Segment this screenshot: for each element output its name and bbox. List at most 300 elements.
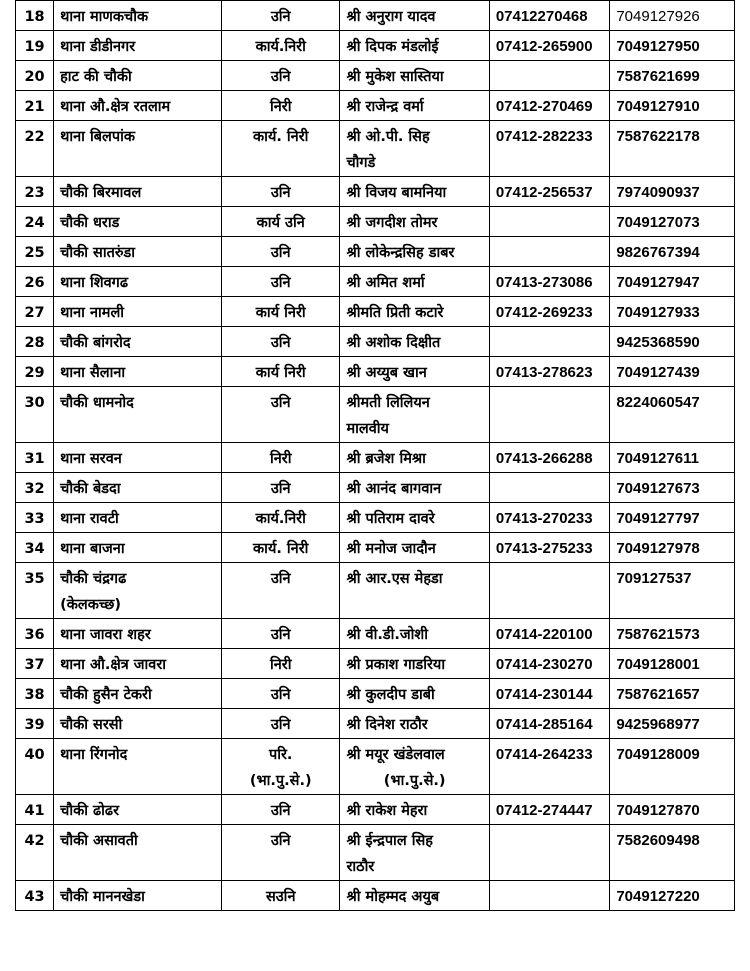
serial-number: 41 [24,803,45,819]
station-name: थाना डीडीनगर [60,39,136,55]
mobile-cell [610,357,735,387]
serial-number-cell [16,619,54,649]
station-cell [54,679,222,709]
serial-number: 28 [24,335,45,351]
landline-number: 07412-256537 [495,184,593,201]
station-cell [54,649,222,679]
landline-cell [489,503,610,533]
officer-name: श्री आर.एस मेहडा [346,571,443,587]
officer-name-cell [340,327,489,357]
officer-rank: उनि [270,717,291,733]
landline-number: 07412-269233 [495,304,593,321]
mobile-cell [610,503,735,533]
rank-cell [222,31,340,61]
officer-name-cell [340,825,489,881]
serial-number-cell [16,31,54,61]
station-cell [54,177,222,207]
station-name: चौकी सरसी [60,717,123,733]
station-name: थाना नामली [60,305,125,321]
station-cell [54,473,222,503]
landline-cell [489,177,610,207]
officer-rank: उनि [270,275,291,291]
mobile-cell [610,31,735,61]
landline-cell [489,237,610,267]
mobile-cell [610,121,735,177]
landline-cell [489,649,610,679]
rank-cell [222,443,340,473]
station-name: थाना सैलाना [60,365,126,381]
serial-number: 26 [24,275,45,291]
station-name-line2: (केलकच्छ) [60,597,121,613]
mobile-cell [610,825,735,881]
station-name: थाना बिलपांक [60,129,135,145]
landline-cell [489,563,610,619]
landline-cell [489,533,610,563]
station-cell [54,267,222,297]
officer-rank: निरी [269,657,292,673]
officer-rank: सउनि [265,889,296,905]
serial-number: 33 [24,511,45,527]
station-cell [54,1,222,31]
officer-name-cell [340,563,489,619]
officer-rank: उनि [270,245,291,261]
mobile-number: 7049127950 [616,38,700,55]
rank-cell [222,503,340,533]
officer-name-cell [340,267,489,297]
rank-cell [222,91,340,121]
serial-number-cell [16,237,54,267]
serial-number-cell [16,121,54,177]
officer-name-cell [340,679,489,709]
landline-cell [489,739,610,795]
mobile-number: 7974090937 [616,184,700,201]
table-row [16,387,735,443]
landline-cell [489,619,610,649]
officer-name-cell [340,207,489,237]
serial-number-cell [16,61,54,91]
officer-rank: कार्य.निरी [255,39,306,55]
landline-number: 07413-273086 [495,274,593,291]
officer-name-line2: (भा.पु.से.) [383,773,446,789]
serial-number: 20 [24,69,45,85]
landline-cell [489,267,610,297]
station-cell [54,207,222,237]
table-row [16,91,735,121]
officer-name-cell [340,795,489,825]
table-body [16,1,735,911]
mobile-cell [610,443,735,473]
table-row [16,619,735,649]
rank-cell [222,679,340,709]
rank-cell [222,563,340,619]
station-name: थाना रावटी [60,511,119,527]
serial-number-cell [16,443,54,473]
officer-name-cell [340,473,489,503]
table-row [16,709,735,739]
mobile-number: 7049127870 [616,802,700,819]
station-cell [54,297,222,327]
officer-rank: परि. [269,747,293,763]
rank-cell [222,177,340,207]
mobile-cell [610,679,735,709]
mobile-cell [610,533,735,563]
station-cell [54,327,222,357]
landline-cell [489,297,610,327]
officer-rank: उनि [270,185,291,201]
station-name: थाना माणकचौक [60,9,149,25]
table-row [16,357,735,387]
serial-number-cell [16,649,54,679]
station-name: चौकी बिरमावल [60,185,142,201]
mobile-cell [610,61,735,91]
officer-name: श्री वी.डी.जोशी [346,627,428,643]
station-name: चौकी धराड [60,215,120,231]
table-row [16,31,735,61]
table-row [16,1,735,31]
officer-rank: उनि [270,833,291,849]
serial-number: 32 [24,481,45,497]
serial-number: 27 [24,305,45,321]
officer-name: श्री ओ.पी. सिह [346,129,430,145]
table-row [16,533,735,563]
rank-cell [222,473,340,503]
landline-number: 07414-230270 [495,656,593,673]
table-row [16,563,735,619]
landline-cell [489,881,610,911]
rank-cell [222,61,340,91]
officer-name: श्री अय्युब खान [346,365,427,381]
serial-number-cell [16,473,54,503]
officer-name-cell [340,443,489,473]
officer-name: श्रीमती लिलियन [346,395,430,411]
table-row [16,61,735,91]
mobile-number: 7582609498 [616,832,700,849]
serial-number-cell [16,533,54,563]
serial-number-cell [16,387,54,443]
mobile-number: 7049128001 [616,656,700,673]
station-name: थाना बाजना [60,541,125,557]
mobile-cell [610,237,735,267]
rank-cell [222,121,340,177]
landline-cell [489,1,610,31]
landline-number: 07414-230144 [495,686,593,703]
landline-number: 07412-282233 [495,128,593,145]
officer-name-cell [340,177,489,207]
officer-name: श्री कुलदीप डाबी [346,687,435,703]
serial-number: 34 [24,541,45,557]
rank-cell [222,709,340,739]
rank-cell [222,881,340,911]
station-name: हाट की चौकी [60,69,132,85]
serial-number: 29 [24,365,45,381]
mobile-number: 8224060547 [616,394,700,411]
officer-name-cell [340,649,489,679]
mobile-cell [610,177,735,207]
table-row [16,237,735,267]
officer-rank: उनि [270,627,291,643]
officer-name-cell [340,237,489,267]
serial-number: 38 [24,687,45,703]
officer-rank: उनि [270,803,291,819]
mobile-number: 7587621699 [616,68,700,85]
station-name: थाना सरवन [60,451,122,467]
serial-number: 36 [24,627,45,643]
mobile-number: 7049127611 [616,450,699,467]
landline-cell [489,357,610,387]
mobile-number: 7049127220 [616,888,700,905]
mobile-number: 9425368590 [616,334,700,351]
officer-rank-line2: (भा.पु.से.) [249,773,312,789]
officer-name-cell [340,387,489,443]
officer-name: श्री विजय बामनिया [346,185,447,201]
officer-rank: कार्य.निरी [255,511,306,527]
mobile-number: 7049127926 [616,8,700,25]
mobile-number: 7049127978 [616,540,700,557]
mobile-cell [610,91,735,121]
serial-number-cell [16,825,54,881]
serial-number: 30 [24,395,45,411]
rank-cell [222,795,340,825]
station-name: चौकी बांगरोद [60,335,131,351]
serial-number-cell [16,207,54,237]
table-row [16,503,735,533]
serial-number: 40 [24,747,45,763]
serial-number: 19 [24,39,45,55]
landline-cell [489,825,610,881]
mobile-cell [610,709,735,739]
officer-name: श्री अनुराग यादव [346,9,436,25]
mobile-number: 7049127933 [616,304,700,321]
officer-name-line2: राठौर [346,859,375,875]
officer-rank: कार्य निरी [255,305,306,321]
landline-number: 07413-275233 [495,540,593,557]
officer-name-cell [340,881,489,911]
rank-cell [222,825,340,881]
serial-number: 35 [24,571,45,587]
landline-cell [489,121,610,177]
serial-number-cell [16,739,54,795]
table-row [16,795,735,825]
station-name: चौकी ढोढर [60,803,120,819]
serial-number-cell [16,795,54,825]
station-name: चौकी माननखेडा [60,889,145,905]
landline-cell [489,91,610,121]
officer-name: श्री आनंद बागवान [346,481,442,497]
serial-number: 43 [24,889,45,905]
mobile-number: 7049127947 [616,274,700,291]
officer-name: श्री मयूर खंडेलवाल [346,747,445,763]
landline-number: 07412270468 [495,8,588,25]
landline-number: 07413-266288 [495,450,593,467]
landline-number: 07414-220100 [495,626,593,643]
officer-name-cell [340,121,489,177]
station-cell [54,61,222,91]
officer-rank: उनि [270,395,291,411]
officer-name: श्री अशोक दिक्षीत [346,335,441,351]
serial-number-cell [16,177,54,207]
station-name: चौकी धामनोद [60,395,134,411]
station-name: थाना औ.क्षेत्र रतलाम [60,99,171,115]
station-cell [54,709,222,739]
station-cell [54,31,222,61]
mobile-number: 7587622178 [616,128,700,145]
serial-number: 23 [24,185,45,201]
mobile-number: 709127537 [616,570,692,587]
mobile-cell [610,563,735,619]
officer-rank: उनि [270,571,291,587]
officer-name: श्री प्रकाश गाडरिया [346,657,446,673]
officer-name-cell [340,709,489,739]
rank-cell [222,1,340,31]
station-cell [54,387,222,443]
serial-number: 39 [24,717,45,733]
officer-name: श्री मुकेश सास्तिया [346,69,444,85]
landline-cell [489,61,610,91]
mobile-number: 9425968977 [616,716,700,733]
officer-name: श्री मोहम्मद अयुब [346,889,440,905]
rank-cell [222,533,340,563]
officer-rank: उनि [270,335,291,351]
station-cell [54,825,222,881]
station-cell [54,563,222,619]
mobile-number: 7049127439 [616,364,700,381]
station-name: चौकी सातरुंडा [60,245,136,261]
landline-cell [489,443,610,473]
mobile-cell [610,473,735,503]
mobile-number: 7049127073 [616,214,700,231]
officer-name: श्री जगदीश तोमर [346,215,438,231]
station-cell [54,237,222,267]
officer-name-cell [340,297,489,327]
mobile-number: 7587621657 [616,686,700,703]
landline-cell [489,327,610,357]
mobile-number: 7049127797 [616,510,700,527]
table-row [16,327,735,357]
station-cell [54,739,222,795]
serial-number: 21 [24,99,45,115]
station-cell [54,443,222,473]
station-name: थाना शिवगढ [60,275,128,291]
officer-rank: उनि [270,687,291,703]
mobile-number: 9826767394 [616,244,700,261]
landline-cell [489,679,610,709]
rank-cell [222,297,340,327]
mobile-cell [610,327,735,357]
serial-number-cell [16,1,54,31]
serial-number: 25 [24,245,45,261]
officer-name-cell [340,533,489,563]
officer-rank: उनि [270,9,291,25]
mobile-cell [610,1,735,31]
landline-cell [489,207,610,237]
officer-rank: कार्य उनि [256,215,305,231]
mobile-number: 7049128009 [616,746,700,763]
table-row [16,267,735,297]
landline-number: 07412-274447 [495,802,593,819]
landline-number: 07413-278623 [495,364,593,381]
station-cell [54,503,222,533]
table-row [16,297,735,327]
serial-number-cell [16,563,54,619]
officer-rank: कार्य. निरी [253,541,309,557]
serial-number-cell [16,327,54,357]
landline-number: 07413-270233 [495,510,593,527]
mobile-number: 7049127910 [616,98,700,115]
rank-cell [222,207,340,237]
serial-number-cell [16,709,54,739]
table-row [16,825,735,881]
officer-name-cell [340,503,489,533]
station-name: थाना औ.क्षेत्र जावरा [60,657,167,673]
station-name: चौकी चंद्रगढ [60,571,127,587]
officer-rank: उनि [270,481,291,497]
station-cell [54,357,222,387]
police-station-contact-table [15,0,735,911]
table-row [16,207,735,237]
officer-name-cell [340,91,489,121]
landline-cell [489,795,610,825]
station-name: थाना जावरा शहर [60,627,151,643]
mobile-cell [610,619,735,649]
officer-rank: कार्य. निरी [253,129,309,145]
landline-number: 07412-270469 [495,98,593,115]
officer-name: श्री राजेन्द्र वर्मा [346,99,424,115]
officer-name-cell [340,1,489,31]
officer-name: श्री पतिराम दावरे [346,511,435,527]
landline-cell [489,387,610,443]
serial-number-cell [16,357,54,387]
serial-number-cell [16,503,54,533]
officer-name: श्री अमित शर्मा [346,275,425,291]
officer-name-line2: मालवीय [346,421,389,437]
rank-cell [222,357,340,387]
officer-rank: निरी [269,99,292,115]
serial-number: 18 [24,9,45,25]
rank-cell [222,267,340,297]
officer-name-cell [340,31,489,61]
serial-number: 42 [24,833,45,849]
landline-number: 07412-265900 [495,38,593,55]
landline-cell [489,709,610,739]
officer-name-cell [340,61,489,91]
station-cell [54,121,222,177]
landline-cell [489,31,610,61]
table-row [16,473,735,503]
officer-name: श्रीमति प्रिती कटारे [346,305,444,321]
officer-name: श्री ईन्द्रपाल सिह [346,833,433,849]
serial-number: 24 [24,215,45,231]
station-cell [54,91,222,121]
officer-rank: कार्य निरी [255,365,306,381]
mobile-cell [610,267,735,297]
mobile-cell [610,207,735,237]
mobile-cell [610,795,735,825]
mobile-cell [610,649,735,679]
rank-cell [222,327,340,357]
officer-name: श्री दिनेश राठौर [346,717,428,733]
officer-name: श्री मनोज जादौन [346,541,436,557]
rank-cell [222,387,340,443]
table-row [16,739,735,795]
station-cell [54,881,222,911]
station-cell [54,533,222,563]
landline-cell [489,473,610,503]
officer-rank: निरी [269,451,292,467]
officer-name: श्री ब्रजेश मिश्रा [346,451,426,467]
station-cell [54,619,222,649]
officer-name-cell [340,739,489,795]
serial-number-cell [16,297,54,327]
